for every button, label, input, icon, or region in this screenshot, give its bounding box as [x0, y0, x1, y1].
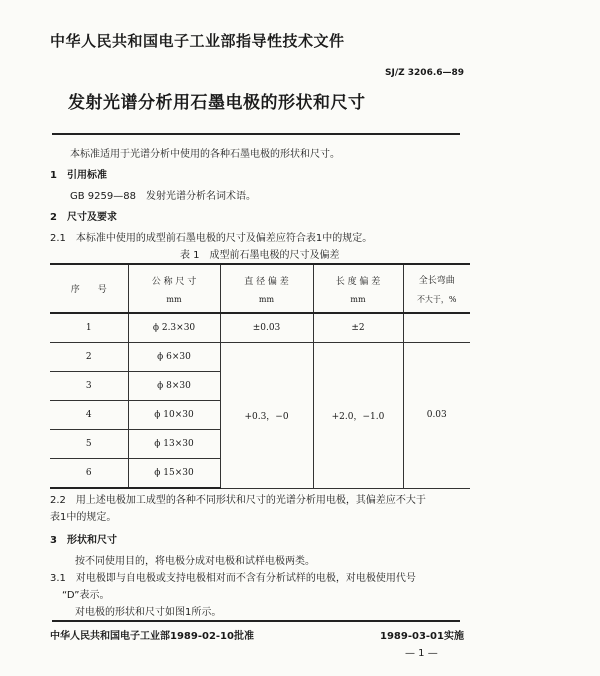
approval-line: 中华人民共和国电子工业部1989-02-10批准 — [50, 631, 254, 642]
col-len-label: 长 度 偏 差 — [335, 276, 381, 287]
section-3-1-text: 3.1 对电极即与自电极或支持电极相对而不含有分析试样的电极，对电极使用代号 — [50, 573, 416, 584]
intro-text: 本标准适用于光谱分析中使用的各种石墨电极的形状和尺寸。 — [70, 149, 340, 160]
group-bend-limit: 0.03 — [403, 343, 470, 489]
row1-bend-empty — [403, 313, 470, 343]
col-bend-label: 全长弯曲 — [418, 275, 455, 286]
col-dia-label: 直 径 偏 差 — [244, 276, 289, 287]
row-size: ϕ 10×30 — [128, 401, 220, 430]
row-seq: 3 — [50, 372, 128, 401]
row-size: ϕ 2.3×30 — [128, 313, 220, 343]
section-2-2-text-cont: 表1中的规定。 — [50, 512, 117, 523]
section-2-2-text: 2.2 用上述电极加工成型的各种不同形状和尺寸的光谱分析用电极，其偏差应不大于 — [50, 495, 426, 506]
row-size: ϕ 13×30 — [128, 430, 220, 459]
doc-code: SJ/Z 3206.6—89 — [385, 68, 465, 78]
row1-len-tolerance: ±2 — [313, 313, 403, 343]
col-nominal-label: 公 称 尺 寸 — [151, 276, 197, 287]
row-size: ϕ 8×30 — [128, 372, 220, 401]
row-seq: 1 — [50, 313, 128, 343]
row-seq: 4 — [50, 401, 128, 430]
section-3-heading: 3 形状和尺寸 — [50, 535, 117, 546]
page-number: — 1 — — [405, 648, 438, 659]
section-1-text: GB 9259—88 发射光谱分析名词术语。 — [70, 191, 256, 202]
section-3-1-figure-ref: 对电极的形状和尺寸如图1所示。 — [75, 607, 222, 618]
section-2-1-text: 2.1 本标准中使用的成型前石墨电极的尺寸及偏差应符合表1中的规定。 — [50, 233, 373, 244]
col-len-unit: mm — [350, 294, 366, 304]
effective-date: 1989-03-01实施 — [380, 631, 464, 642]
row-size: ϕ 15×30 — [128, 459, 220, 489]
page-title: 发射光谱分析用石墨电极的形状和尺寸 — [68, 93, 366, 113]
col-seq-header: 序 号 — [50, 264, 128, 313]
section-2-heading: 2 尺寸及要求 — [50, 212, 117, 223]
group-len-tolerance: +2.0，−1.0 — [313, 343, 403, 489]
row1-dia-tolerance: ±0.03 — [220, 313, 313, 343]
table-row — [50, 343, 470, 372]
section-3-text: 按不同使用目的，将电极分成对电极和试样电极两类。 — [75, 556, 315, 567]
table-row — [50, 313, 470, 343]
group-dia-tolerance: +0.3，−0 — [220, 343, 313, 489]
col-nominal-header — [128, 264, 220, 313]
row-size: ϕ 6×30 — [128, 343, 220, 372]
issuer-title: 中华人民共和国电子工业部指导性技术文件 — [50, 32, 345, 50]
col-nominal-unit: mm — [166, 294, 182, 304]
dimension-table — [50, 263, 470, 489]
col-bend-header — [403, 264, 470, 313]
row-seq: 6 — [50, 459, 128, 489]
header-rule — [52, 133, 460, 135]
col-len-header — [313, 264, 403, 313]
section-1-heading: 1 引用标准 — [50, 170, 107, 181]
section-3-1-text-cont: “D”表示。 — [62, 590, 110, 601]
col-dia-header — [220, 264, 313, 313]
col-dia-unit: mm — [258, 294, 275, 304]
row-seq: 2 — [50, 343, 128, 372]
table-header-row — [50, 264, 470, 313]
row-seq: 5 — [50, 430, 128, 459]
col-bend-unit: 不大于，% — [416, 294, 457, 304]
table-caption: 表 1 成型前石墨电极的尺寸及偏差 — [180, 250, 340, 261]
footer-rule — [52, 620, 460, 622]
